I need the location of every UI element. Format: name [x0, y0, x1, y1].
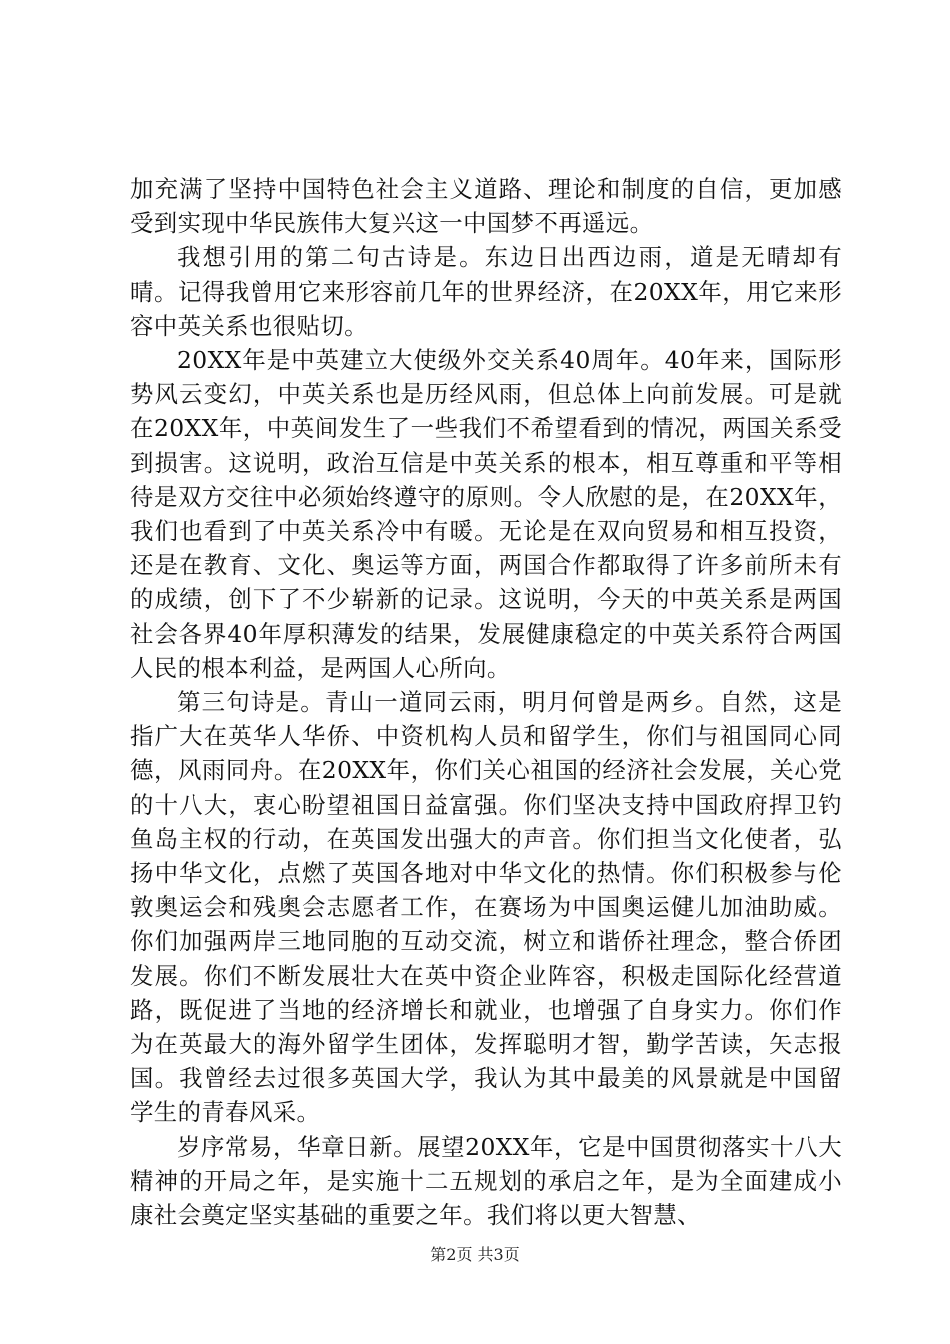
document-body — [130, 172, 842, 1232]
paragraph-3: 20XX年是中英建立大使级外交关系40周年。40年来，国际形势风云变幻，中英关系也是历经风雨，但总体上向前发展。可是就在20XX年，中英间发生了一些我们不希望看到的情况，两国关系受到损害。这说明，政治互信是中英关系的根本，相互尊重和平等相待是双方交往中必须始终遵守的原则。令人欣慰的是，在20XX年，我们也看到了中英关系冷中有暖。无论是在双向贸易和相互投资，还是在教育、文化、奥运等方面，两国合作都取得了许多前所未有的成绩，创下了不少崭新的记录。这说明，今天的中英关系是两国社会各界40年厚积薄发的结果，发展健康稳定的中英关系符合两国人民的根本利益，是两国人心所向。 — [130, 346, 842, 682]
paragraph-5: 岁序常易，华章日新。展望20XX年，它是中国贯彻落实十八大精神的开局之年，是实施十二五规划的承启之年，是为全面建成小康社会奠定坚实基础的重要之年。我们将以更大智慧、 — [130, 1132, 842, 1230]
page-number-footer: 第2页 共3页 — [430, 1245, 520, 1264]
paragraph-4: 第三句诗是。青山一道同云雨，明月何曾是两乡。自然，这是指广大在英华人华侨、中资机构人员和留学生，你们与祖国同心同德，风雨同舟。在20XX年，你们关心祖国的经济社会发展，关心党的十八大，衷心盼望祖国日益富强。你们坚决支持中国政府捍卫钓鱼岛主权的行动，在英国发出强大的声音。你们担当文化使者，弘扬中华文化，点燃了英国各地对中华文化的热情。你们积极参与伦敦奥运会和残奥会志愿者工作，在赛场为中国奥运健儿加油助威。你们加强两岸三地同胞的互动交流，树立和谐侨社理念，整合侨团发展。你们不断发展壮大在英中资企业阵容，积极走国际化经营道路，既促进了当地的经济增长和就业，也增强了自身实力。你们作为在英最大的海外留学生团体，发挥聪明才智，勤学苦读，矢志报国。我曾经去过很多英国大学，我认为其中最美的风景就是中国留学生的青春风采。 — [130, 688, 842, 1127]
paragraph-2: 我想引用的第二句古诗是。东边日出西边雨，道是无晴却有晴。记得我曾用它来形容前几年的世界经济，在20XX年，用它来形容中英关系也很贴切。 — [130, 243, 842, 340]
paragraph-1: 加充满了坚持中国特色社会主义道路、理论和制度的自信，更加感受到实现中华民族伟大复兴这一中国梦不再遥远。 — [130, 175, 842, 238]
